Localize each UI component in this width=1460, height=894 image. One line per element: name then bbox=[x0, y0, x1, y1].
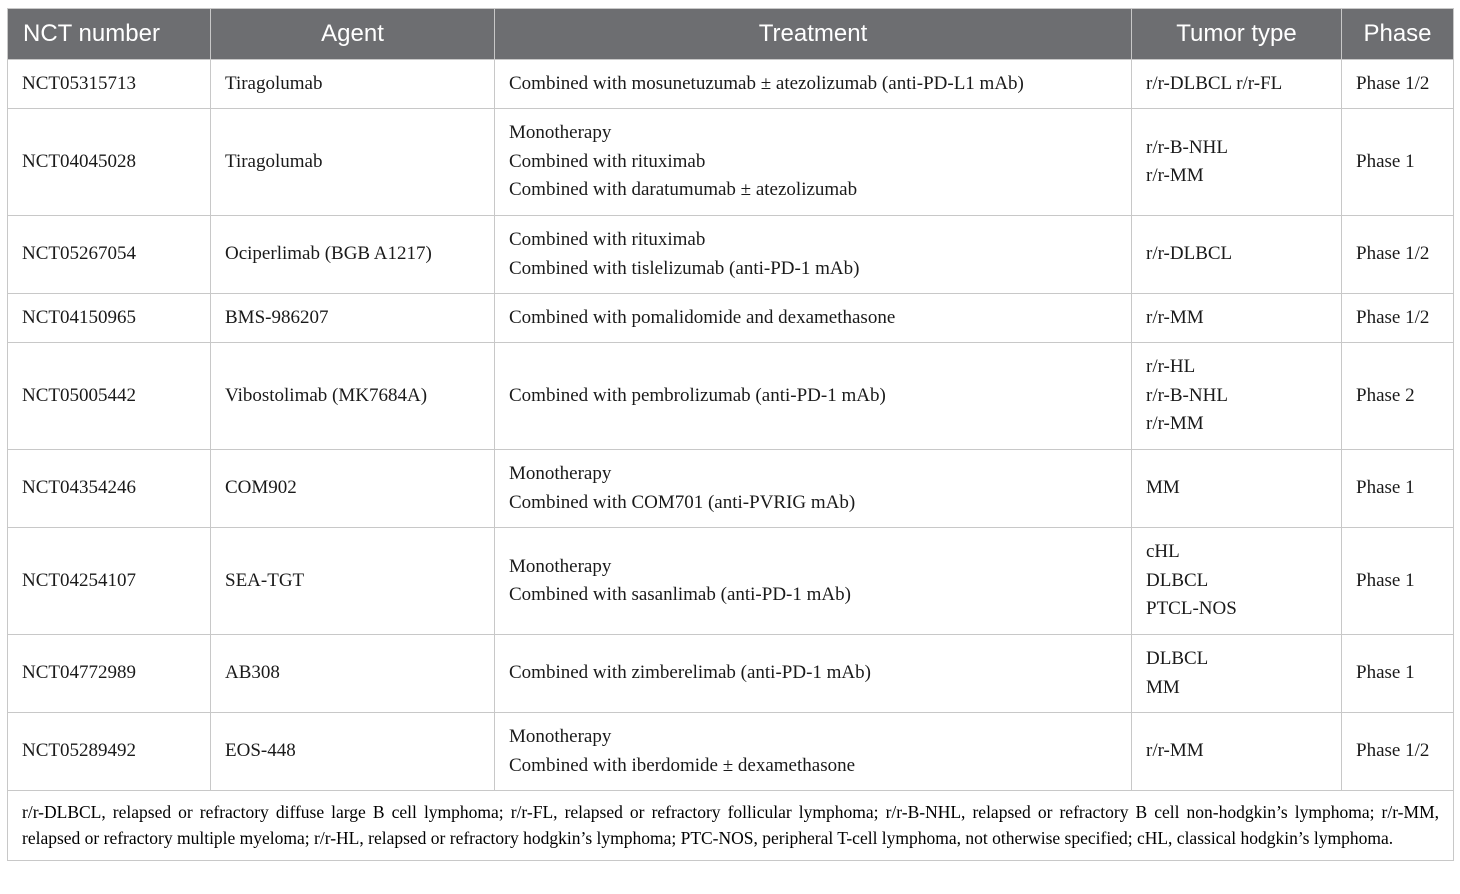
header-agent: Agent bbox=[211, 9, 495, 60]
cell-nct-number: NCT04354246 bbox=[8, 450, 211, 528]
cell-treatment-line: Combined with sasanlimab (anti-PD-1 mAb) bbox=[509, 584, 851, 605]
cell-agent: Vibostolimab (MK7684A) bbox=[211, 343, 495, 450]
cell-tumor-type bbox=[1132, 450, 1342, 528]
cell-treatment bbox=[495, 343, 1132, 450]
cell-treatment-line: Combined with pembrolizumab (anti-PD-1 mAb) bbox=[509, 384, 886, 406]
trials-table bbox=[7, 8, 1454, 861]
trials-table-container bbox=[7, 8, 1453, 861]
cell-tumor-type bbox=[1132, 109, 1342, 216]
header-tumor-type: Tumor type bbox=[1132, 9, 1342, 60]
cell-tumor-type-line: r/r-B-NHL bbox=[1146, 136, 1228, 158]
cell-nct-number: NCT05315713 bbox=[8, 60, 211, 109]
cell-treatment-line: Combined with tislelizumab (anti-PD-1 mAb) bbox=[509, 257, 860, 279]
cell-tumor-type-line: r/r-MM bbox=[1146, 413, 1204, 435]
table-row bbox=[8, 60, 1454, 109]
header-phase: Phase bbox=[1342, 9, 1454, 60]
cell-tumor-type-line: cHL bbox=[1146, 541, 1180, 563]
table-row bbox=[8, 635, 1454, 713]
cell-tumor-type-line: PTCL-NOS bbox=[1146, 598, 1237, 620]
table-body bbox=[8, 60, 1454, 791]
header-nct-number: NCT number bbox=[8, 9, 211, 60]
cell-agent: SEA-TGT bbox=[211, 528, 495, 635]
cell-treatment bbox=[495, 216, 1132, 294]
cell-tumor-type-line: MM bbox=[1146, 676, 1180, 698]
cell-tumor-type-line: r/r-DLBCL bbox=[1146, 243, 1233, 265]
table-row bbox=[8, 450, 1454, 528]
cell-nct-number: NCT05005442 bbox=[8, 343, 211, 450]
cell-nct-number: NCT04254107 bbox=[8, 528, 211, 635]
cell-treatment bbox=[495, 635, 1132, 713]
cell-tumor-type bbox=[1132, 635, 1342, 713]
cell-treatment bbox=[495, 713, 1132, 791]
cell-treatment-line: Combined with COM701 (anti-PVRIG mAb) bbox=[509, 491, 856, 513]
cell-treatment-line: Monotherapy bbox=[509, 122, 612, 144]
table-row bbox=[8, 343, 1454, 450]
footnote-row bbox=[8, 791, 1454, 861]
cell-tumor-type-line: r/r-DLBCL r/r-FL bbox=[1146, 72, 1283, 94]
cell-agent: BMS-986207 bbox=[211, 294, 495, 343]
cell-phase: Phase 1 bbox=[1342, 450, 1454, 528]
cell-tumor-type bbox=[1132, 713, 1342, 791]
cell-nct-number: NCT04045028 bbox=[8, 109, 211, 216]
cell-tumor-type-line: r/r-B-NHL bbox=[1146, 384, 1228, 406]
cell-treatment-line: Combined with iberdomide ± dexamethasone bbox=[509, 754, 856, 776]
cell-treatment bbox=[495, 294, 1132, 343]
cell-tumor-type bbox=[1132, 343, 1342, 450]
cell-agent: EOS-448 bbox=[211, 713, 495, 791]
cell-phase: Phase 1/2 bbox=[1342, 216, 1454, 294]
cell-nct-number: NCT04772989 bbox=[8, 635, 211, 713]
cell-treatment-line: Monotherapy bbox=[509, 555, 612, 577]
cell-phase: Phase 1/2 bbox=[1342, 294, 1454, 343]
cell-nct-number: NCT05289492 bbox=[8, 713, 211, 791]
cell-treatment-line: Combined with mosunetuzumab ± atezolizumab (anti-PD-L1 mAb) bbox=[509, 72, 1024, 94]
table-row bbox=[8, 109, 1454, 216]
cell-agent: Tiragolumab bbox=[211, 109, 495, 216]
cell-phase: Phase 1/2 bbox=[1342, 60, 1454, 109]
cell-treatment bbox=[495, 450, 1132, 528]
cell-treatment-line: Monotherapy bbox=[509, 463, 612, 484]
cell-nct-number: NCT04150965 bbox=[8, 294, 211, 343]
cell-tumor-type-line: r/r-HL bbox=[1146, 356, 1196, 378]
cell-tumor-type-line: DLBCL bbox=[1146, 648, 1209, 669]
cell-treatment bbox=[495, 528, 1132, 635]
cell-treatment-line: Monotherapy bbox=[509, 726, 612, 747]
cell-phase: Phase 1 bbox=[1342, 109, 1454, 216]
cell-agent: AB308 bbox=[211, 635, 495, 713]
table-row bbox=[8, 713, 1454, 791]
cell-tumor-type bbox=[1132, 528, 1342, 635]
cell-tumor-type bbox=[1132, 216, 1342, 294]
cell-tumor-type-line: DLBCL bbox=[1146, 569, 1209, 591]
cell-phase: Phase 1 bbox=[1342, 635, 1454, 713]
cell-nct-number: NCT05267054 bbox=[8, 216, 211, 294]
cell-agent: Ociperlimab (BGB A1217) bbox=[211, 216, 495, 294]
cell-phase: Phase 2 bbox=[1342, 343, 1454, 450]
footnote: r/r-DLBCL, relapsed or refractory diffuse large B cell lymphoma; r/r-FL, relapsed or refractory follicular lymphoma; r/r-B-NHL, relapsed or refractory B cell non-hodgkin’s lymphoma; r/r-MM, relapsed or refractory multiple myeloma; r/r-HL, relapsed or refractory hodgkin’s lymphoma; PTC-NOS, peripheral T-cell lymphoma, not otherwise specified; cHL, classical hodgkin’s lymphoma. bbox=[8, 791, 1454, 861]
cell-tumor-type-line: r/r-MM bbox=[1146, 306, 1204, 328]
cell-treatment-line: Combined with rituximab bbox=[509, 229, 706, 250]
header-treatment: Treatment bbox=[495, 9, 1132, 60]
cell-treatment bbox=[495, 60, 1132, 109]
cell-treatment-line: Combined with pomalidomide and dexamethasone bbox=[509, 306, 896, 328]
cell-agent: COM902 bbox=[211, 450, 495, 528]
cell-phase: Phase 1 bbox=[1342, 528, 1454, 635]
cell-tumor-type bbox=[1132, 294, 1342, 343]
cell-phase: Phase 1/2 bbox=[1342, 713, 1454, 791]
table-row bbox=[8, 294, 1454, 343]
cell-tumor-type-line: MM bbox=[1146, 477, 1180, 499]
cell-treatment-line: Combined with daratumumab ± atezolizumab bbox=[509, 179, 858, 201]
cell-treatment-line: Combined with zimberelimab (anti-PD-1 mAb) bbox=[509, 662, 871, 684]
table-row bbox=[8, 216, 1454, 294]
cell-tumor-type-line: r/r-MM bbox=[1146, 740, 1204, 762]
cell-tumor-type bbox=[1132, 60, 1342, 109]
table-row bbox=[8, 528, 1454, 635]
cell-treatment-line: Combined with rituximab bbox=[509, 150, 706, 172]
cell-tumor-type-line: r/r-MM bbox=[1146, 165, 1204, 186]
cell-treatment bbox=[495, 109, 1132, 216]
cell-agent: Tiragolumab bbox=[211, 60, 495, 109]
table-header-row bbox=[8, 9, 1454, 60]
